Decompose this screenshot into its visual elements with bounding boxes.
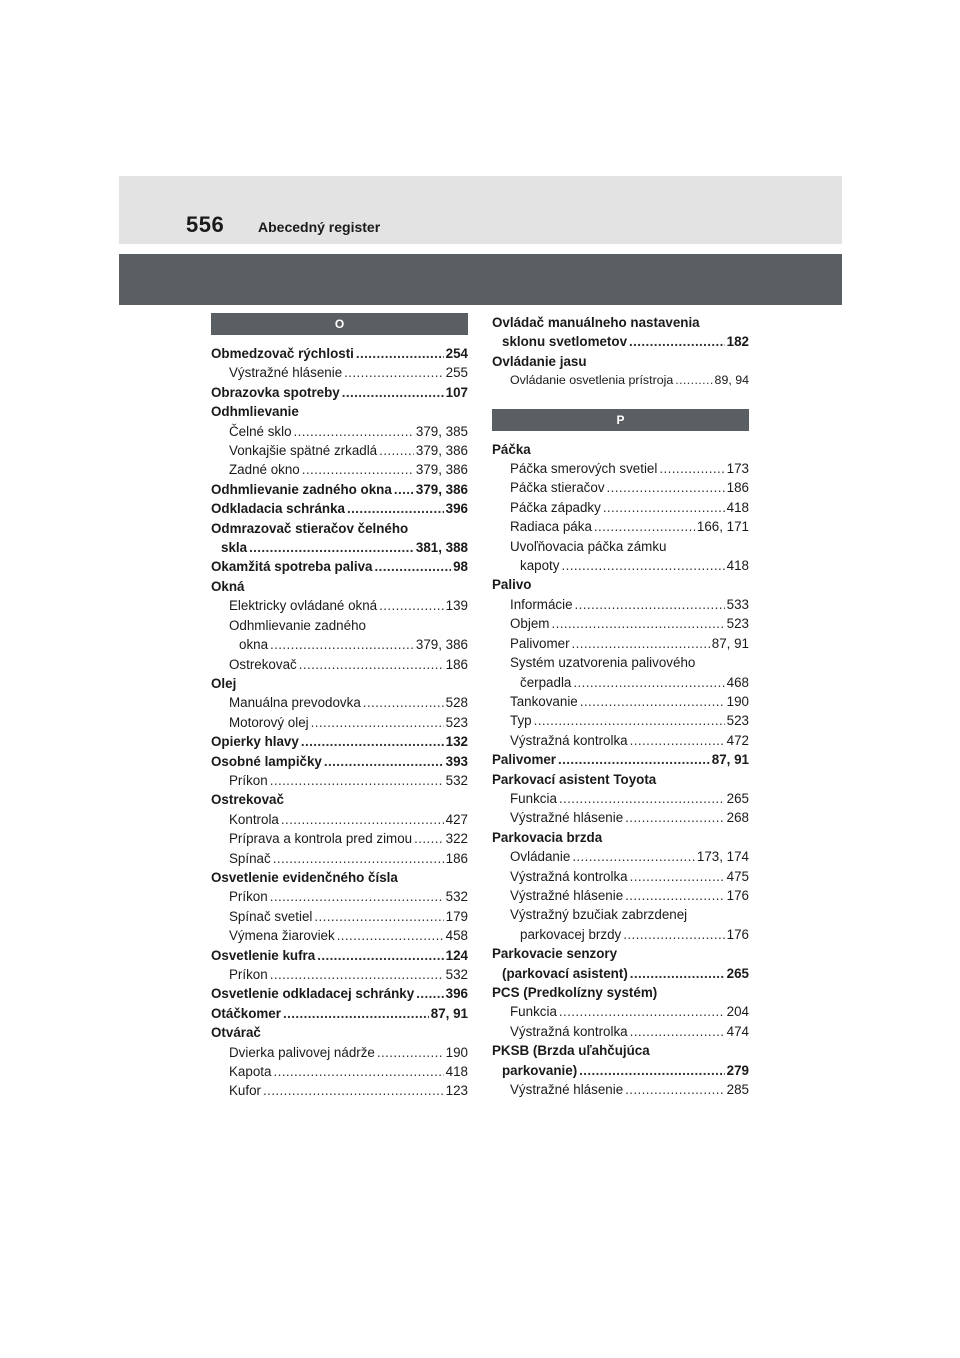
index-entry-text: Ovládač manuálneho nastavenia bbox=[492, 315, 700, 330]
index-entry-text: Páčka bbox=[492, 441, 531, 457]
index-entry-page: 123 bbox=[445, 1083, 468, 1099]
index-entry-text: Okamžitá spotreba paliva bbox=[211, 559, 373, 575]
index-entry bbox=[211, 868, 468, 887]
index-entry-page: 87, 91 bbox=[711, 635, 749, 651]
index-entry-page: 179 bbox=[445, 908, 468, 924]
index-entry-text: Ovládanie osvetlenia prístroja bbox=[510, 373, 674, 388]
index-entry-text: Kapota bbox=[229, 1064, 272, 1080]
index-entry-text: Elektricky ovládané okná bbox=[229, 598, 378, 614]
index-entry-text: Vonkajšie spätné zrkadlá bbox=[229, 443, 378, 459]
index-entry bbox=[492, 983, 749, 1002]
index-entry bbox=[211, 887, 468, 906]
index-entry bbox=[492, 1022, 749, 1041]
index-entry-text: parkovanie) bbox=[502, 1062, 578, 1078]
index-entry-text: Osvetlenie odkladacej schránky bbox=[211, 986, 415, 1002]
index-entry-page: 418 bbox=[726, 558, 749, 574]
dot-leader bbox=[347, 499, 444, 518]
index-entry-text: Kufor bbox=[229, 1083, 262, 1099]
index-entry-page: 279 bbox=[726, 1062, 749, 1078]
section-letter-p: P bbox=[492, 409, 749, 431]
index-entry-page: 176 bbox=[726, 926, 749, 942]
index-entry bbox=[211, 829, 468, 848]
index-entry bbox=[211, 363, 468, 382]
index-entry bbox=[492, 1080, 749, 1099]
index-entry bbox=[492, 498, 749, 517]
index-entry-page: 396 bbox=[445, 501, 468, 517]
index-entry-text: Odkladacia schránka bbox=[211, 501, 345, 517]
dot-leader bbox=[603, 498, 725, 517]
index-entry-text: PKSB (Brzda uľahčujúca bbox=[492, 1043, 650, 1059]
index-entry-page: 265 bbox=[726, 965, 749, 981]
index-entry-text: Obmedzovač rýchlosti bbox=[211, 346, 354, 361]
index-entry bbox=[211, 965, 468, 984]
index-entry-text: Palivomer bbox=[492, 752, 557, 768]
index-entry-text: Páčka smerových svetiel bbox=[510, 461, 658, 477]
index-entry bbox=[211, 693, 468, 712]
index-entry-page: 396 bbox=[445, 986, 468, 1002]
index-entry-page: 532 bbox=[445, 772, 468, 788]
index-entry-page: 186 bbox=[445, 656, 468, 672]
dot-leader bbox=[630, 964, 725, 983]
dot-leader bbox=[416, 984, 443, 1003]
index-entry-text: Parkovacie senzory bbox=[492, 946, 618, 962]
index-entry bbox=[211, 1062, 468, 1081]
dot-leader bbox=[659, 459, 724, 478]
index-entry-text: Výstražná kontrolka bbox=[510, 732, 628, 748]
index-entry bbox=[492, 886, 749, 905]
dot-leader bbox=[270, 965, 444, 984]
index-entry bbox=[492, 556, 749, 575]
index-entry-page: 173 bbox=[726, 461, 749, 477]
index-entry bbox=[492, 964, 749, 983]
index-entry-page: 285 bbox=[726, 1082, 749, 1098]
dot-leader bbox=[559, 789, 725, 808]
index-entry bbox=[492, 575, 749, 594]
index-entry-text: Výstražné hlásenie bbox=[229, 365, 343, 381]
index-entry bbox=[211, 344, 468, 363]
index-entry bbox=[492, 673, 749, 692]
dot-leader bbox=[273, 849, 444, 868]
index-entry-text: Ovládanie bbox=[510, 849, 571, 865]
index-entry-text: Palivo bbox=[492, 577, 532, 593]
index-entry-text: Objem bbox=[510, 616, 550, 632]
index-entry-page: 528 bbox=[445, 695, 468, 711]
index-entry bbox=[211, 752, 468, 771]
index-entry bbox=[211, 946, 468, 965]
index-entry-text: Páčka stieračov bbox=[510, 480, 605, 496]
index-entry-text: Príkon bbox=[229, 967, 268, 982]
index-entry-page: 87, 91 bbox=[430, 1005, 468, 1021]
index-entry-page: 393 bbox=[445, 753, 468, 769]
index-entry-text: Motorový olej bbox=[229, 714, 309, 730]
index-entry-page: 132 bbox=[445, 734, 468, 750]
index-entry-text: Odhmlievanie bbox=[211, 404, 299, 420]
index-entry bbox=[492, 770, 749, 789]
dot-leader bbox=[299, 655, 444, 674]
index-entry bbox=[211, 596, 468, 615]
index-entry-page: 254 bbox=[445, 346, 468, 361]
index-entry-page: 98 bbox=[453, 559, 468, 575]
index-entry-text: sklonu svetlometov bbox=[502, 334, 628, 350]
dot-leader bbox=[356, 344, 444, 363]
index-entry bbox=[492, 944, 749, 963]
index-entry-page: 87, 91 bbox=[711, 752, 749, 768]
dot-leader bbox=[561, 556, 724, 575]
index-entry-text: Príprava a kontrola pred zimou bbox=[229, 831, 413, 847]
index-entry bbox=[492, 867, 749, 886]
dot-leader bbox=[377, 1043, 444, 1062]
index-entry-text: Ostrekovač bbox=[211, 792, 284, 808]
index-entry-text: Odmrazovač stieračov čelného bbox=[211, 520, 409, 536]
dot-leader bbox=[363, 693, 444, 712]
index-entry bbox=[211, 713, 468, 732]
index-entry bbox=[211, 849, 468, 868]
index-entry-page: 268 bbox=[726, 810, 749, 826]
index-entry bbox=[492, 313, 749, 332]
index-entry-page: 166, 171 bbox=[696, 519, 749, 535]
dot-leader bbox=[625, 1080, 725, 1099]
index-entry-text: Informácie bbox=[510, 596, 573, 612]
index-entry-text: Príkon bbox=[229, 889, 268, 905]
index-entry bbox=[492, 925, 749, 944]
index-entry bbox=[492, 808, 749, 827]
index-entry-page: 176 bbox=[726, 887, 749, 903]
index-entry-text: Odhmlievanie zadného okna bbox=[211, 481, 392, 497]
index-entry-text: Výstražné hlásenie bbox=[510, 1082, 624, 1098]
index-entry-text: Uvoľňovacia páčka zámku bbox=[510, 538, 667, 554]
dot-leader bbox=[534, 711, 725, 730]
index-entry bbox=[211, 616, 468, 635]
index-entry-page: 186 bbox=[726, 480, 749, 496]
index-entry-text: kapoty bbox=[520, 558, 560, 574]
index-entry-text: Typ bbox=[510, 713, 532, 729]
dot-leader bbox=[623, 925, 724, 944]
dot-leader bbox=[324, 752, 444, 771]
index-entry bbox=[211, 577, 468, 596]
index-entry-page: 427 bbox=[445, 811, 468, 827]
index-entry-page: 190 bbox=[726, 693, 749, 709]
index-entry bbox=[211, 422, 468, 441]
index-entry-text: Palivomer bbox=[510, 635, 570, 651]
index-entry-page: 265 bbox=[726, 790, 749, 806]
header-band bbox=[119, 176, 842, 244]
index-entry bbox=[492, 653, 749, 672]
index-entry-text: Osvetlenie evidenčného čísla bbox=[211, 869, 398, 885]
index-entry bbox=[492, 711, 749, 730]
index-entry bbox=[211, 635, 468, 654]
index-entry-text: skla bbox=[221, 540, 248, 556]
index-entry-page: 379, 386 bbox=[415, 637, 468, 653]
dot-leader bbox=[317, 946, 443, 965]
index-entry bbox=[492, 595, 749, 614]
dot-leader bbox=[414, 829, 444, 848]
index-entry-text: Radiaca páka bbox=[510, 519, 592, 535]
dot-leader bbox=[625, 808, 725, 827]
index-entry bbox=[492, 1041, 749, 1060]
index-entry bbox=[211, 1081, 468, 1100]
dot-leader bbox=[311, 713, 444, 732]
index-entry bbox=[211, 984, 468, 1003]
index-entry-page: 418 bbox=[445, 1064, 468, 1080]
index-entry bbox=[492, 905, 749, 924]
dot-leader bbox=[558, 750, 710, 769]
dot-leader bbox=[629, 332, 725, 351]
index-entry-text: Funkcia bbox=[510, 790, 557, 806]
index-entry-page: 532 bbox=[445, 889, 468, 905]
index-entry-text: Manuálna prevodovka bbox=[229, 695, 361, 711]
index-entry bbox=[492, 537, 749, 556]
index-entry-page: 418 bbox=[726, 499, 749, 515]
index-entry-page: 523 bbox=[445, 714, 468, 730]
index-entry-text: Parkovací asistent Toyota bbox=[492, 771, 657, 787]
dot-leader bbox=[270, 887, 444, 906]
index-entry bbox=[211, 674, 468, 693]
index-entry-page: 255 bbox=[445, 365, 468, 381]
dot-leader bbox=[342, 383, 444, 402]
dot-leader bbox=[314, 907, 443, 926]
index-entry-text: Výstražný bzučiak zabrzdenej bbox=[510, 907, 688, 923]
index-entry bbox=[211, 771, 468, 790]
index-entry bbox=[492, 459, 749, 478]
index-entry-page: 124 bbox=[445, 947, 468, 963]
index-entry bbox=[492, 750, 749, 769]
index-entry bbox=[211, 538, 468, 557]
dot-leader bbox=[394, 480, 414, 499]
dot-leader bbox=[573, 673, 724, 692]
dot-leader bbox=[559, 1002, 725, 1021]
dot-leader bbox=[594, 517, 695, 536]
page-number: 556 bbox=[186, 212, 225, 237]
index-entry bbox=[211, 732, 468, 751]
dot-leader bbox=[263, 1081, 444, 1100]
index-entries-right-top bbox=[492, 313, 749, 391]
index-entry-text: Opierky hlavy bbox=[211, 734, 299, 750]
index-entry-text: Čelné sklo bbox=[229, 423, 292, 439]
dot-leader bbox=[579, 1061, 724, 1080]
index-entry-text: Osvetlenie kufra bbox=[211, 947, 316, 963]
index-entry-page: 523 bbox=[726, 713, 749, 729]
dot-leader bbox=[379, 596, 444, 615]
index-entry bbox=[211, 655, 468, 674]
section-letter-o: O bbox=[211, 313, 468, 335]
dot-leader bbox=[249, 538, 414, 557]
index-entry-text: Otvárač bbox=[211, 1025, 261, 1041]
index-entry bbox=[211, 557, 468, 576]
index-entry-page: 474 bbox=[726, 1023, 749, 1039]
dot-leader bbox=[281, 810, 444, 829]
dot-leader bbox=[344, 363, 444, 382]
index-entry bbox=[492, 634, 749, 653]
index-entry-text: okna bbox=[239, 637, 269, 653]
index-entry bbox=[492, 789, 749, 808]
index-entry bbox=[492, 371, 749, 390]
index-column-right bbox=[492, 313, 749, 1099]
index-entry-text: Dvierka palivovej nádrže bbox=[229, 1044, 375, 1060]
index-entry-page: 379, 385 bbox=[415, 423, 468, 439]
index-entry bbox=[492, 478, 749, 497]
index-entry bbox=[211, 383, 468, 402]
index-entry-page: 532 bbox=[445, 967, 468, 982]
index-entry-page: 190 bbox=[445, 1044, 468, 1060]
section-title: Abecedný register bbox=[258, 219, 381, 235]
index-entry-page: 533 bbox=[726, 596, 749, 612]
index-entry bbox=[492, 828, 749, 847]
dot-leader bbox=[630, 867, 725, 886]
index-entry bbox=[211, 441, 468, 460]
index-entry-text: Kontrola bbox=[229, 811, 279, 827]
index-entry bbox=[211, 810, 468, 829]
index-entry-page: 186 bbox=[445, 850, 468, 866]
dot-leader bbox=[630, 731, 725, 750]
index-entry-text: Funkcia bbox=[510, 1004, 557, 1020]
index-entry bbox=[492, 692, 749, 711]
dot-leader bbox=[270, 635, 414, 654]
index-entry-text: Zadné okno bbox=[229, 462, 300, 478]
index-entry-page: 322 bbox=[445, 831, 468, 847]
index-entry-page: 379, 386 bbox=[415, 462, 468, 478]
index-entry bbox=[492, 440, 749, 459]
index-entry bbox=[492, 731, 749, 750]
index-entry-text: Olej bbox=[211, 675, 237, 691]
dot-leader bbox=[301, 732, 444, 751]
dot-leader bbox=[580, 692, 725, 711]
index-entry bbox=[492, 517, 749, 536]
index-entry bbox=[211, 1043, 468, 1062]
index-entry-text: PCS (Predkolízny systém) bbox=[492, 985, 658, 1000]
dot-leader bbox=[572, 847, 695, 866]
index-entry-text: Systém uzatvorenia palivového bbox=[510, 655, 696, 671]
index-entry-page: 204 bbox=[726, 1004, 749, 1020]
index-entry bbox=[211, 480, 468, 499]
index-entry-page: 379, 386 bbox=[415, 481, 468, 497]
index-entry-page: 89, 94 bbox=[714, 373, 749, 388]
index-entry bbox=[211, 1023, 468, 1042]
dot-leader bbox=[375, 557, 452, 576]
dot-leader bbox=[572, 634, 710, 653]
index-entry-text: parkovacej brzdy bbox=[520, 926, 622, 942]
index-entry-text: Odhmlievanie zadného bbox=[229, 617, 366, 633]
index-entry-page: 472 bbox=[726, 732, 749, 748]
index-entry-text: Výstražné hlásenie bbox=[510, 887, 624, 903]
index-entry-page: 468 bbox=[726, 674, 749, 690]
index-entry-text: Tankovanie bbox=[510, 693, 578, 709]
dot-leader bbox=[630, 1022, 725, 1041]
dot-leader bbox=[294, 422, 414, 441]
dot-leader bbox=[273, 1062, 443, 1081]
dot-leader bbox=[337, 926, 444, 945]
dot-leader bbox=[283, 1004, 429, 1023]
index-entry-text: Páčka západky bbox=[510, 499, 601, 515]
index-entry bbox=[492, 1061, 749, 1080]
index-entry-text: Výstražné hlásenie bbox=[510, 810, 624, 826]
dot-leader bbox=[575, 595, 725, 614]
index-entry bbox=[492, 1002, 749, 1021]
index-entry bbox=[211, 1004, 468, 1023]
index-entry-text: Obrazovka spotreby bbox=[211, 384, 340, 400]
index-entry-text: Spínač svetiel bbox=[229, 908, 313, 924]
dot-leader bbox=[675, 371, 712, 390]
index-entry bbox=[211, 519, 468, 538]
dot-leader bbox=[625, 886, 725, 905]
dot-leader bbox=[302, 460, 414, 479]
index-entry-page: 475 bbox=[726, 868, 749, 884]
index-entry-text: Ovládanie jasu bbox=[492, 353, 587, 369]
index-entry bbox=[492, 332, 749, 351]
index-column-left bbox=[211, 313, 468, 1101]
index-entry-text: Výstražná kontrolka bbox=[510, 868, 628, 884]
header-dark-band bbox=[119, 254, 842, 305]
index-entry-text: Výstražná kontrolka bbox=[510, 1023, 628, 1039]
index-entry-page: 173, 174 bbox=[696, 849, 749, 865]
index-entry-text: Osobné lampičky bbox=[211, 753, 322, 769]
index-entry bbox=[211, 926, 468, 945]
index-entry bbox=[211, 402, 468, 421]
index-entry-text: Príkon bbox=[229, 772, 268, 788]
index-entry bbox=[492, 847, 749, 866]
index-entry bbox=[492, 614, 749, 633]
dot-leader bbox=[607, 478, 725, 497]
index-entry bbox=[492, 352, 749, 371]
index-entry-text: Otáčkomer bbox=[211, 1005, 281, 1021]
dot-leader bbox=[551, 614, 724, 633]
index-entry-text: Parkovacia brzda bbox=[492, 829, 603, 845]
index-entry-page: 139 bbox=[445, 598, 468, 614]
index-entry-page: 107 bbox=[445, 384, 468, 400]
index-entries-left bbox=[211, 344, 468, 1101]
index-entry-page: 523 bbox=[726, 616, 749, 632]
index-entries-right bbox=[492, 440, 749, 1100]
index-entry-text: (parkovací asistent) bbox=[502, 965, 628, 981]
index-entry-page: 381, 388 bbox=[415, 540, 468, 556]
index-entry-page: 379, 386 bbox=[415, 443, 468, 459]
index-entry bbox=[211, 499, 468, 518]
index-entry-text: Ostrekovač bbox=[229, 656, 297, 672]
index-entry-text: Výmena žiaroviek bbox=[229, 928, 335, 944]
index-entry-page: 182 bbox=[726, 334, 749, 350]
dot-leader bbox=[379, 441, 414, 460]
index-entry-page: 458 bbox=[445, 928, 468, 944]
index-entry bbox=[211, 460, 468, 479]
index-entry bbox=[211, 907, 468, 926]
dot-leader bbox=[270, 771, 444, 790]
index-entry bbox=[211, 790, 468, 809]
index-entry-text: Spínač bbox=[229, 850, 271, 866]
index-entry-text: Okná bbox=[211, 578, 245, 594]
index-entry-text: čerpadla bbox=[520, 674, 572, 690]
